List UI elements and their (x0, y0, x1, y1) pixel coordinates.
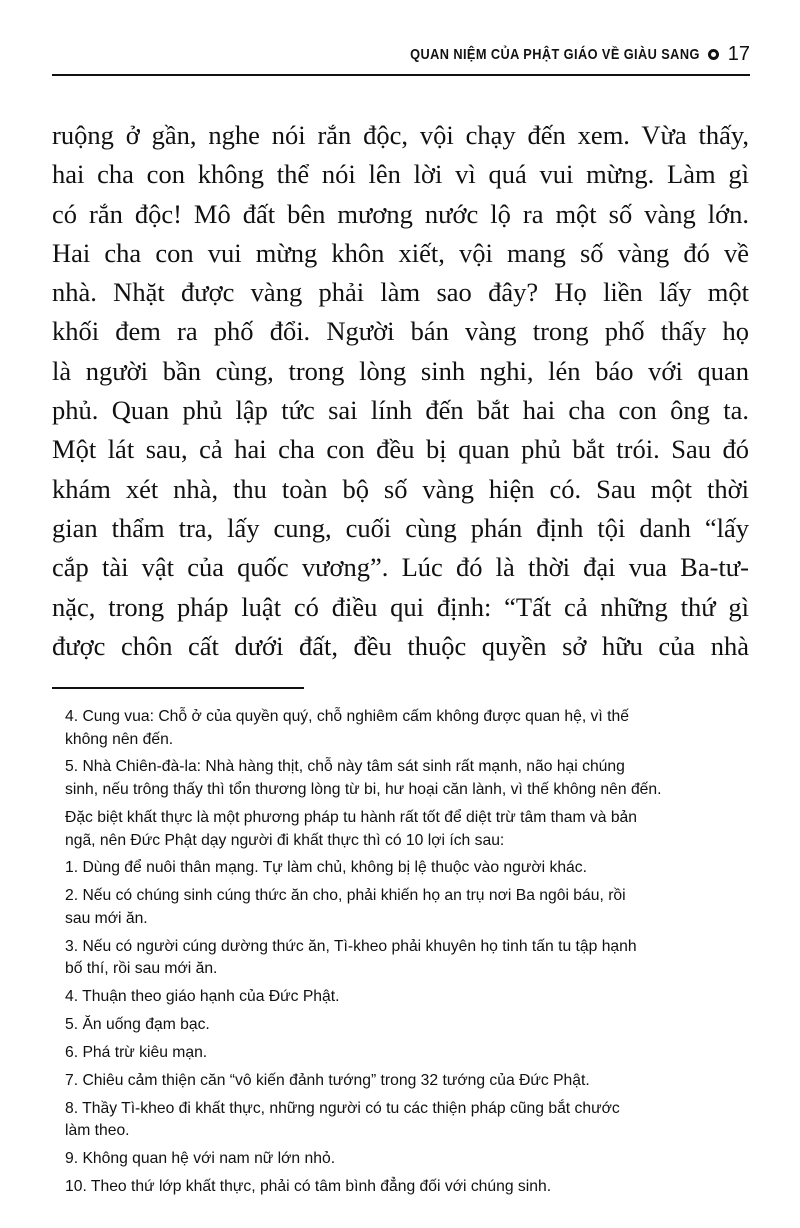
body-line: được chôn cất dưới đất, đều thuộc quyền sở hữu của nhà (52, 630, 749, 661)
body-line: là người bần cùng, trong lòng sinh nghi, lén báo với quan (52, 355, 749, 386)
footnote-item (52, 1148, 752, 1171)
body-line: nặc, trong pháp luật có điều qui định: “Tất cả những thứ gì (52, 591, 749, 622)
footnote-item (52, 1070, 752, 1093)
footnote-line: bố thí, rồi sau mới ăn. (65, 960, 218, 978)
body-line: nhà. Nhặt được vàng phải làm sao đây? Họ liền lấy một (52, 277, 749, 308)
footnotes (52, 706, 752, 1204)
footnote-item (52, 1098, 752, 1143)
footnote-line: Đặc biệt khất thực là một phương pháp tu hành rất tốt để diệt trừ tâm tham và bản (65, 808, 637, 826)
ornament-bullet-icon (708, 49, 719, 60)
footnote-item (52, 706, 752, 751)
body-line: ruộng ở gần, nghe nói rắn độc, vội chạy đến xem. Vừa thấy, (52, 120, 749, 150)
body-line: khối đem ra phố đổi. Người bán vàng trong phố thấy họ (52, 316, 749, 347)
footnote-item (52, 807, 752, 852)
body-line: Hai cha con vui mừng khôn xiết, vội mang số vàng đó về (52, 237, 749, 268)
body-line: khám xét nhà, thu toàn bộ số vàng hiện có. Sau một thời (52, 473, 749, 504)
footnote-item (52, 936, 752, 981)
footnote-divider (52, 687, 304, 689)
footnote-item (52, 756, 752, 801)
body-line: phủ. Quan phủ lập tức sai lính đến bắt hai cha con ông ta. (52, 395, 749, 426)
footnote-line: 3. Nếu có người cúng dường thức ăn, Tì-kheo phải khuyên họ tinh tấn tu tập hạnh (65, 937, 637, 955)
footnote-line: không nên đến. (65, 730, 174, 748)
footnote-line: sinh, nếu trông thấy thì tổn thương lòng từ bi, hư hoại căn lành, vì thế không nên đến. (65, 781, 662, 799)
footnote-line: 6. Phá trừ kiêu mạn. (65, 1044, 208, 1062)
footnote-line: ngã, nên Đức Phật dạy người đi khất thực thì có 10 lợi ích sau: (65, 831, 505, 849)
footnote-line: 7. Chiêu cảm thiện căn “vô kiến đảnh tướng” trong 32 tướng của Đức Phật. (65, 1071, 590, 1089)
footnote-line: 4. Cung vua: Chỗ ở của quyền quý, chỗ nghiêm cấm không được quan hệ, vì thế (65, 708, 629, 725)
page-number: 17 (727, 42, 750, 65)
body-line: hai cha con không thể nói lên lời vì quá vui mừng. Làm gì (52, 159, 749, 190)
running-header (52, 34, 750, 76)
body-line: Một lát sau, cả hai cha con đều bị quan phủ bắt trói. Sau đó (52, 434, 749, 465)
footnote-line: 4. Thuận theo giáo hạnh của Đức Phật. (65, 988, 340, 1006)
running-header-title: QUAN NIỆM CỦA PHẬT GIÁO VỀ GIÀU SANG (410, 45, 700, 63)
footnote-line: 9. Không quan hệ với nam nữ lớn nhỏ. (65, 1150, 336, 1168)
footnote-item (52, 1176, 752, 1199)
footnote-item (52, 885, 752, 930)
body-line: có rắn độc! Mô đất bên mương nước lộ ra một số vàng lớn. (52, 198, 749, 229)
footnote-line: sau mới ăn. (65, 909, 148, 927)
footnote-item (52, 1042, 752, 1065)
footnote-item (52, 1014, 752, 1037)
body-line: cắp tài vật của quốc vương”. Lúc đó là thời đại vua Ba-tư- (52, 552, 749, 583)
footnote-line: 8. Thầy Tì-kheo đi khất thực, những người có tu các thiện pháp cũng bắt chước (65, 1099, 620, 1117)
footnote-line: 5. Ăn uống đạm bạc. (65, 1016, 210, 1034)
body-text (52, 116, 749, 666)
footnote-line: 1. Dùng để nuôi thân mạng. Tự làm chủ, không bị lệ thuộc vào người khác. (65, 859, 587, 877)
footnote-line: 5. Nhà Chiên-đà-la: Nhà hàng thịt, chỗ này tâm sát sinh rất mạnh, não hại chúng (65, 758, 625, 776)
footnote-line: làm theo. (65, 1122, 130, 1140)
footnote-line: 10. Theo thứ lớp khất thực, phải có tâm bình đẳng đối với chúng sinh. (65, 1178, 552, 1196)
footnote-item (52, 986, 752, 1009)
footnote-item (52, 857, 752, 880)
body-line: gian thẩm tra, lấy cung, cuối cùng phán định tội danh “lấy (52, 512, 749, 543)
footnote-line: 2. Nếu có chúng sinh cúng thức ăn cho, phải khiến họ an trụ nơi Ba ngôi báu, rồi (65, 887, 626, 905)
